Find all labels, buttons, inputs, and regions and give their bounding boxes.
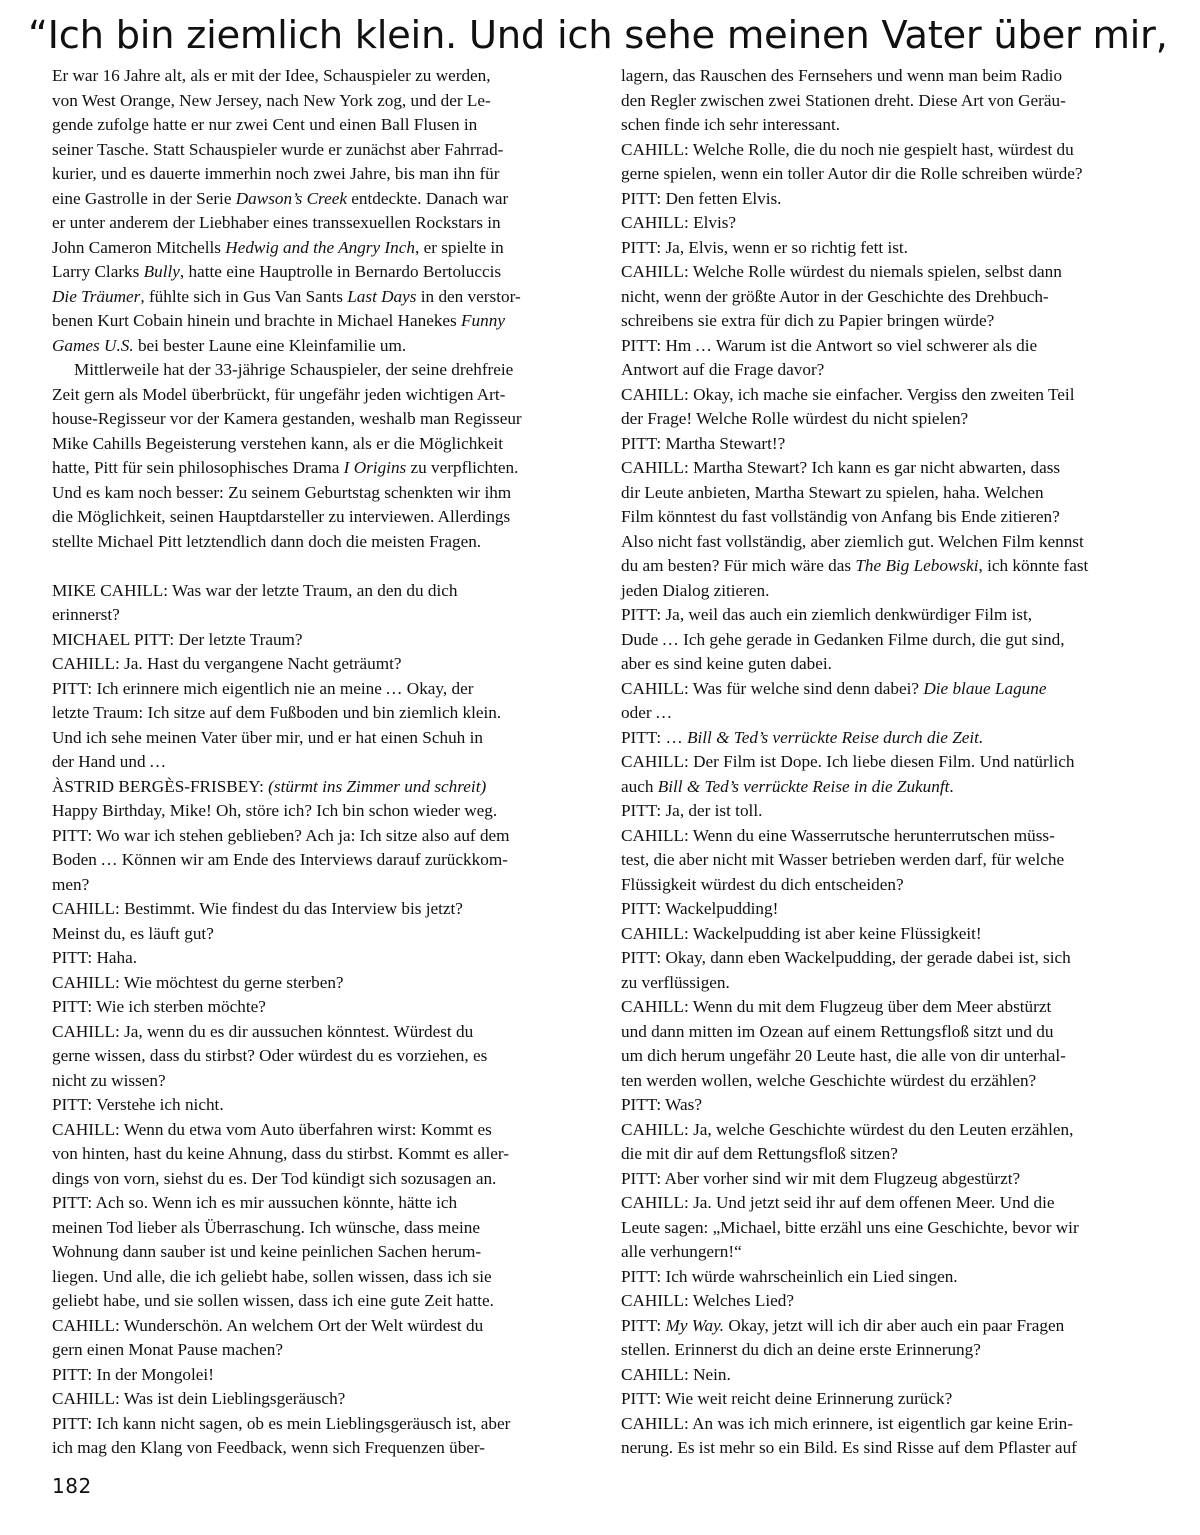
text-line (621, 799, 1121, 824)
text-run: , ich könnte fast (978, 556, 1089, 575)
text-line (621, 897, 1121, 922)
text-run: Mittlerweile hat der 33-jährige Schauspieler, der seine drehfreie (74, 360, 514, 379)
text-line (621, 1363, 1121, 1388)
italic-title: Last Days (347, 286, 417, 306)
text-line (52, 897, 552, 922)
text-line (621, 358, 1121, 383)
text-run: stellte Michael Pitt letztendlich dann doch die meisten Fragen. (52, 531, 482, 551)
text-line (621, 64, 1121, 89)
text-line (52, 1044, 552, 1069)
text-line (621, 505, 1121, 530)
text-line (52, 1289, 552, 1314)
text-line (52, 799, 552, 824)
text-run: CAHILL: Was ist dein Lieblingsgeräusch? (52, 1389, 346, 1408)
text-run: PITT: Verstehe ich nicht. (52, 1095, 224, 1114)
text-line (52, 432, 552, 457)
text-line (52, 775, 552, 800)
text-line (52, 1118, 552, 1143)
italic-title: Funny (461, 311, 505, 330)
text-line (621, 162, 1121, 187)
italic-title: Hedwig and the Angry Inch (225, 237, 415, 257)
text-run: gende zufolge hatte er nur zwei Cent und einen Ball Flusen in (52, 115, 478, 134)
text-run: PITT: (621, 1315, 666, 1335)
text-run: gerne spielen, wenn ein toller Autor dir die Rolle schreiben würde? (621, 164, 1083, 183)
text-line (52, 1363, 552, 1388)
text-run: , hatte eine Hauptrolle in Bernardo Bertoluccis (179, 262, 502, 281)
text-line (621, 995, 1121, 1020)
text-line (52, 1142, 552, 1167)
text-run: , fühlte sich in Gus Van Sants (140, 286, 348, 306)
text-line (621, 775, 1121, 800)
pull-quote-headline: “Ich bin ziemlich klein. Und ich sehe meinen Vater über mir, (28, 13, 1168, 58)
text-run: MIKE CAHILL: Was war der letzte Traum, an den du dich (52, 580, 458, 600)
text-line (52, 1338, 552, 1363)
text-line (621, 677, 1121, 702)
text-line (52, 456, 552, 481)
text-run: alle verhungern!“ (621, 1242, 742, 1261)
text-line (52, 211, 552, 236)
text-run: benen Kurt Cobain hinein und brachte in Michael Hanekes (52, 311, 462, 330)
text-run: dir Leute anbieten, Martha Stewart zu spielen, haha. Welchen (621, 482, 1044, 502)
text-run: men? (52, 874, 90, 894)
text-run: gerne wissen, dass du stirbst? Oder würdest du es vorziehen, es (52, 1046, 488, 1065)
text-run: PITT: … (621, 727, 687, 747)
text-line (52, 873, 552, 898)
text-run: bei bester Laune eine Kleinfamilie um. (133, 335, 407, 355)
italic-title: Die Träumer (52, 286, 141, 306)
text-line (621, 1044, 1121, 1069)
left-column (52, 64, 552, 1461)
text-line (52, 1436, 552, 1461)
text-line (52, 824, 552, 849)
text-run: von West Orange, New Jersey, nach New York zog, und der Le- (52, 90, 491, 110)
text-run: CAHILL: Ja. Hast du vergangene Nacht geträumt? (52, 654, 402, 673)
text-line (52, 1167, 552, 1192)
text-run: seiner Tasche. Statt Schauspieler wurde er zunächst aber Fahrrad- (52, 139, 504, 159)
text-run: CAHILL: Der Film ist Dope. Ich liebe diesen Film. Und natürlich (621, 752, 1075, 771)
text-line (621, 824, 1121, 849)
text-line (52, 89, 552, 114)
text-run: nicht, wenn der größte Autor in der Geschichte des Drehbuch- (621, 286, 1049, 306)
text-run: PITT: Wo war ich stehen geblieben? Ach ja: Ich sitze also auf dem (52, 825, 510, 845)
text-line (621, 481, 1121, 506)
text-run: PITT: Wie weit reicht deine Erinnerung zurück? (621, 1389, 953, 1408)
text-run: CAHILL: Martha Stewart? Ich kann es gar nicht abwarten, dass (621, 458, 1061, 477)
text-run: du am besten? Für mich wäre das (621, 556, 856, 575)
text-line (52, 848, 552, 873)
italic-title: (stürmt ins Zimmer und schreit) (268, 776, 487, 796)
text-line (52, 383, 552, 408)
text-line (52, 995, 552, 1020)
text-line (52, 652, 552, 677)
text-run: PITT: Martha Stewart!? (621, 433, 786, 453)
text-run: Zeit gern als Model überbrückt, für ungefähr jeden wichtigen Art- (52, 384, 506, 404)
text-line (621, 138, 1121, 163)
text-line (621, 1118, 1121, 1143)
text-run: jeden Dialog zitieren. (621, 580, 770, 600)
text-run: letzte Traum: Ich sitze auf dem Fußboden und bin ziemlich klein. (52, 703, 502, 722)
text-run: house-Regisseur vor der Kamera gestanden, weshalb man Regisseur (52, 409, 522, 428)
text-line (621, 603, 1121, 628)
text-line (621, 309, 1121, 334)
text-line (52, 946, 552, 971)
text-line (621, 1289, 1121, 1314)
text-run: PITT: Haha. (52, 948, 138, 967)
italic-title: Games U.S. (52, 335, 134, 355)
text-run: zu verpflichten. (406, 458, 519, 477)
text-line (52, 1093, 552, 1118)
text-run: MICHAEL PITT: Der letzte Traum? (52, 629, 303, 649)
text-run: der Frage! Welche Rolle würdest du nicht spielen? (621, 409, 969, 428)
text-line (52, 1240, 552, 1265)
text-line (52, 579, 552, 604)
text-run: die mit dir auf dem Rettungsfloß sitzen? (621, 1144, 898, 1163)
text-run: stellen. Erinnerst du dich an deine erste Erinnerung? (621, 1340, 981, 1359)
text-run: liegen. Und alle, die ich geliebt habe, sollen wissen, dass ich sie (52, 1266, 492, 1286)
text-run: CAHILL: Welches Lied? (621, 1291, 794, 1310)
text-run: CAHILL: Okay, ich mache sie einfacher. Vergiss den zweiten Teil (621, 384, 1075, 404)
text-line (52, 726, 552, 751)
text-line (52, 113, 552, 138)
text-run: PITT: Den fetten Elvis. (621, 188, 782, 208)
text-run: CAHILL: Ja, welche Geschichte würdest du den Leuten erzählen, (621, 1119, 1074, 1139)
text-run: Also nicht fast vollständig, aber ziemlich gut. Welchen Film kennst (621, 531, 1084, 551)
text-line (621, 432, 1121, 457)
text-line (621, 236, 1121, 261)
text-run: test, die aber nicht mit Wasser betrieben werden darf, für welche (621, 850, 1065, 869)
text-run: PITT: Was? (621, 1095, 702, 1114)
text-run: PITT: In der Mongolei! (52, 1364, 214, 1384)
text-run: PITT: Wackelpudding! (621, 899, 779, 918)
text-line (52, 1265, 552, 1290)
text-line (52, 64, 552, 89)
text-line (621, 971, 1121, 996)
text-run: Leute sagen: „Michael, bitte erzähl uns eine Geschichte, bevor wir (621, 1217, 1079, 1237)
text-line (621, 1314, 1121, 1339)
text-line (52, 1412, 552, 1437)
text-run: kurier, und es dauerte immerhin noch zwei Jahre, bis man ihn für (52, 164, 500, 183)
text-run: er unter anderem der Liebhaber eines transsexuellen Rockstars in (52, 213, 501, 232)
text-line (621, 1412, 1121, 1437)
text-run: und dann mitten im Ozean auf einem Rettungsfloß sitzt und du (621, 1021, 1054, 1041)
text-run: CAHILL: Ja, wenn du es dir aussuchen könntest. Würdest du (52, 1021, 474, 1041)
text-line (52, 481, 552, 506)
text-run: PITT: Ja, der ist toll. (621, 801, 763, 820)
text-line (621, 848, 1121, 873)
text-line (621, 628, 1121, 653)
text-run: ich mag den Klang von Feedback, wenn sich Frequenzen über- (52, 1438, 486, 1457)
text-run: den Regler zwischen zwei Stationen dreht. Diese Art von Geräu- (621, 90, 1066, 110)
italic-title: Bully (143, 262, 180, 281)
text-line (621, 530, 1121, 555)
text-run: aber es sind keine guten dabei. (621, 654, 832, 673)
italic-title: My Way. (665, 1315, 725, 1335)
text-run: PITT: Ja, weil das auch ein ziemlich denkwürdiger Film ist, (621, 605, 1033, 624)
text-line (621, 187, 1121, 212)
text-line (621, 407, 1121, 432)
text-line (621, 285, 1121, 310)
italic-title: Die blaue Lagune (923, 678, 1047, 698)
text-run: CAHILL: Welche Rolle, die du noch nie gespielt hast, würdest du (621, 139, 1074, 159)
text-run: PITT: Ach so. Wenn ich es mir aussuchen könnte, hätte ich (52, 1193, 458, 1212)
text-run: Happy Birthday, Mike! Oh, störe ich? Ich bin schon wieder weg. (52, 801, 498, 820)
right-column (621, 64, 1121, 1461)
text-run: PITT: Wie ich sterben möchte? (52, 997, 266, 1016)
text-line (621, 726, 1121, 751)
text-line (52, 1216, 552, 1241)
text-run: lagern, das Rauschen des Fernsehers und wenn man beim Radio (621, 66, 1063, 85)
text-line (52, 922, 552, 947)
text-line (52, 1191, 552, 1216)
text-run: der Hand und … (52, 752, 167, 771)
text-run: hatte, Pitt für sein philosophisches Drama (52, 458, 344, 477)
text-run: CAHILL: Wie möchtest du gerne sterben? (52, 972, 344, 992)
text-run: Und es kam noch besser: Zu seinem Geburtstag schenkten wir ihm (52, 482, 512, 502)
text-line (621, 211, 1121, 236)
text-run: Boden … Können wir am Ende des Interviews darauf zurückkom- (52, 850, 508, 869)
text-line (621, 873, 1121, 898)
text-line (621, 1069, 1121, 1094)
text-run: PITT: Ja, Elvis, wenn er so richtig fett ist. (621, 237, 908, 257)
text-line (621, 1020, 1121, 1045)
text-run: Und ich sehe meinen Vater über mir, und er hat einen Schuh in (52, 727, 483, 747)
text-run: Er war 16 Jahre alt, als er mit der Idee, Schauspieler zu werden, (52, 66, 491, 85)
text-run: geliebt habe, und sie sollen wissen, dass ich eine gute Zeit hatte. (52, 1291, 494, 1310)
text-run: John Cameron Mitchells (52, 237, 226, 257)
text-run: CAHILL: Elvis? (621, 213, 737, 232)
text-line (52, 187, 552, 212)
text-line (52, 358, 552, 383)
text-run: CAHILL: Wenn du etwa vom Auto überfahren wirst: Kommt es (52, 1119, 492, 1139)
text-run: Wohnung dann sauber ist und keine peinlichen Sachen herum- (52, 1242, 482, 1261)
text-line (52, 628, 552, 653)
text-run: CAHILL: Nein. (621, 1364, 731, 1384)
text-run: Okay, jetzt will ich dir aber auch ein paar Fragen (724, 1315, 1065, 1335)
text-line (621, 946, 1121, 971)
text-line (52, 407, 552, 432)
text-run: PITT: Hm … Warum ist die Antwort so viel schwerer als die (621, 335, 1038, 355)
text-line (52, 1387, 552, 1412)
text-line (621, 1387, 1121, 1412)
text-line (52, 677, 552, 702)
text-line (52, 260, 552, 285)
text-run: schen finde ich sehr interessant. (621, 115, 841, 134)
text-line (52, 162, 552, 187)
text-line (52, 309, 552, 334)
text-line (621, 701, 1121, 726)
text-line (621, 1167, 1121, 1192)
text-line (621, 334, 1121, 359)
italic-title: I Origins (343, 458, 407, 477)
text-line (621, 89, 1121, 114)
text-run: Flüssigkeit würdest du dich entscheiden? (621, 874, 904, 894)
page-number: 182 (52, 1474, 92, 1498)
text-line (52, 236, 552, 261)
text-run: CAHILL: An was ich mich erinnere, ist eigentlich gar keine Erin- (621, 1413, 1073, 1433)
text-line (621, 113, 1121, 138)
text-run: gern einen Monat Pause machen? (52, 1340, 283, 1359)
text-line (52, 285, 552, 310)
text-run: CAHILL: Bestimmt. Wie findest du das Interview bis jetzt? (52, 899, 463, 918)
text-run: Dude … Ich gehe gerade in Gedanken Filme durch, die gut sind, (621, 629, 1065, 649)
text-line (621, 260, 1121, 285)
italic-title: Bill & Ted’s verrückte Reise durch die Zeit. (686, 727, 984, 747)
text-line (52, 138, 552, 163)
text-run: auch (621, 776, 658, 796)
text-run: CAHILL: Was für welche sind denn dabei? (621, 678, 924, 698)
text-run: entdeckte. Danach war (347, 188, 509, 208)
text-run: CAHILL: Wunderschön. An welchem Ort der Welt würdest du (52, 1315, 484, 1335)
text-run: eine Gastrolle in der Serie (52, 188, 236, 208)
text-run: um dich herum ungefähr 20 Leute hast, die alle von dir unterhal- (621, 1046, 1066, 1065)
text-run: in den verstor- (416, 286, 521, 306)
text-run: CAHILL: Wenn du eine Wasserrutsche herunterrutschen müss- (621, 825, 1055, 845)
text-run: zu verflüssigen. (621, 972, 730, 992)
text-run: Mike Cahills Begeisterung verstehen kann, als er die Möglichkeit (52, 433, 504, 453)
italic-title: Dawson’s Creek (235, 188, 347, 208)
paragraph-gap (52, 554, 552, 579)
text-run: die Möglichkeit, seinen Hauptdarsteller zu interviewen. Allerdings (52, 507, 511, 526)
text-run: ten werden wollen, welche Geschichte würdest du erzählen? (621, 1070, 1037, 1090)
text-run: nerung. Es ist mehr so ein Bild. Es sind Risse auf dem Pflaster auf (621, 1438, 1077, 1457)
italic-title: The Big Lebowski (855, 556, 979, 575)
text-run: PITT: Ich erinnere mich eigentlich nie an meine … Okay, der (52, 678, 474, 698)
text-run: PITT: Ich kann nicht sagen, ob es mein Lieblingsgeräusch ist, aber (52, 1413, 511, 1433)
text-line (621, 750, 1121, 775)
text-line (52, 1069, 552, 1094)
text-run: Antwort auf die Frage davor? (621, 360, 825, 379)
text-run: nicht zu wissen? (52, 1070, 166, 1090)
text-run: CAHILL: Wackelpudding ist aber keine Flüssigkeit! (621, 923, 982, 943)
text-line (621, 554, 1121, 579)
text-run: schreibens sie extra für dich zu Papier bringen würde? (621, 311, 995, 330)
text-run: CAHILL: Welche Rolle würdest du niemals spielen, selbst dann (621, 262, 1062, 281)
text-line (621, 456, 1121, 481)
text-line (52, 701, 552, 726)
text-line (621, 1216, 1121, 1241)
text-run: oder … (621, 703, 673, 722)
text-run: PITT: Aber vorher sind wir mit dem Flugzeug abgestürzt? (621, 1168, 1021, 1188)
text-run: Meinst du, es läuft gut? (52, 923, 214, 943)
text-line (52, 750, 552, 775)
text-line (52, 603, 552, 628)
italic-title: Bill & Ted’s verrückte Reise in die Zukunft (657, 776, 950, 796)
text-line (621, 1093, 1121, 1118)
text-line (621, 1265, 1121, 1290)
text-run: PITT: Okay, dann eben Wackelpudding, der gerade dabei ist, sich (621, 948, 1071, 967)
text-run: ÀSTRID BERGÈS-FRISBEY: (52, 776, 269, 796)
text-run: dings von vorn, siehst du es. Der Tod kündigt sich sozusagen an. (52, 1168, 497, 1188)
text-line (621, 1338, 1121, 1363)
text-run: CAHILL: Ja. Und jetzt seid ihr auf dem offenen Meer. Und die (621, 1193, 1055, 1212)
text-line (52, 971, 552, 996)
text-line (52, 505, 552, 530)
text-line (52, 334, 552, 359)
text-line (621, 1191, 1121, 1216)
text-run: PITT: Ich würde wahrscheinlich ein Lied singen. (621, 1266, 958, 1286)
text-line (621, 1142, 1121, 1167)
text-line (52, 530, 552, 555)
text-run: CAHILL: Wenn du mit dem Flugzeug über dem Meer abstürzt (621, 997, 1052, 1016)
text-line (52, 1020, 552, 1045)
text-run: , er spielte in (414, 237, 504, 257)
text-line (52, 1314, 552, 1339)
text-run: von hinten, hast du keine Ahnung, dass du stirbst. Kommt es aller- (52, 1144, 509, 1163)
text-run: Larry Clarks (52, 262, 144, 281)
text-line (621, 652, 1121, 677)
text-line (621, 579, 1121, 604)
text-line (621, 1436, 1121, 1461)
text-line (621, 1240, 1121, 1265)
text-run: erinnerst? (52, 605, 120, 624)
text-run: meinen Tod lieber als Überraschung. Ich wünsche, dass meine (52, 1217, 481, 1237)
text-run: . (949, 776, 954, 796)
text-line (621, 922, 1121, 947)
text-line (621, 383, 1121, 408)
text-run: Film könntest du fast vollständig von Anfang bis Ende zitieren? (621, 507, 1060, 526)
